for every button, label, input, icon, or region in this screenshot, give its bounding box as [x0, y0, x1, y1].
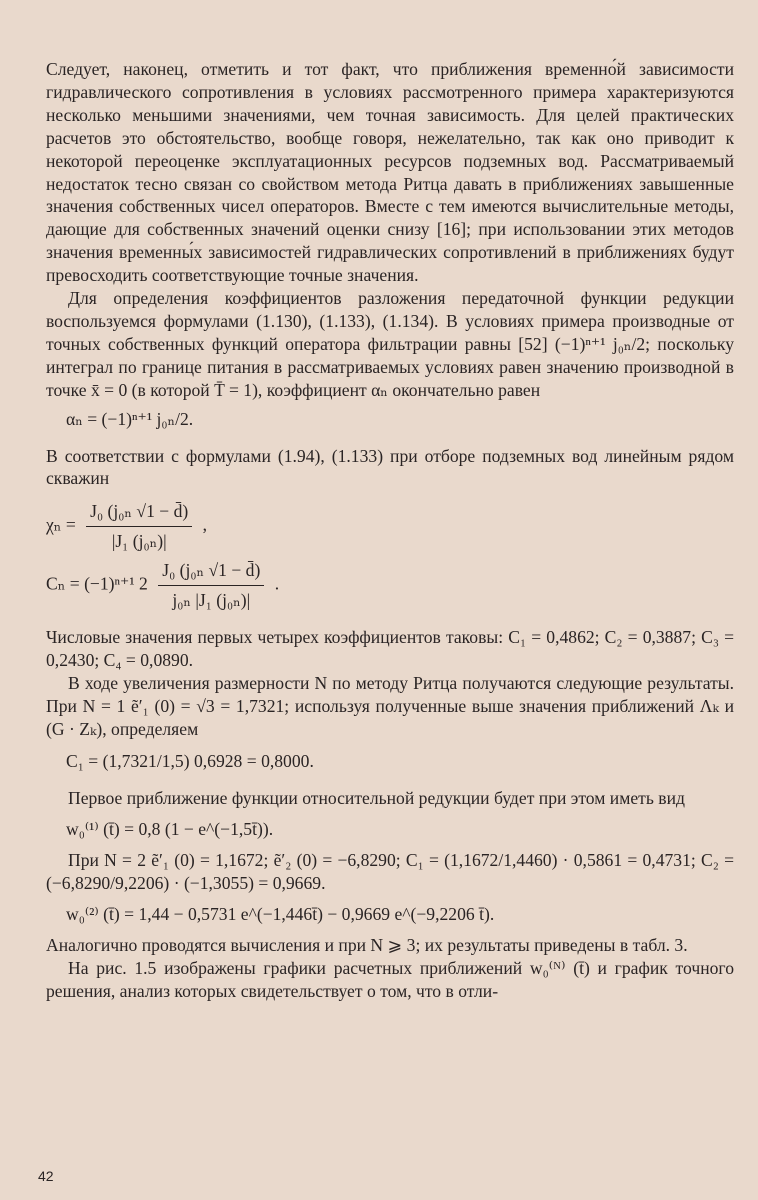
- paragraph-8: Аналогично проводятся вычисления и при N ⩾ 3; их результаты приведены в табл. 3.: [46, 934, 688, 955]
- formula-c-tail: .: [274, 573, 280, 594]
- formula-alpha: αₙ = (−1)ⁿ⁺¹ j₀ₙ/2.: [66, 408, 194, 429]
- paragraph-2: Для определения коэффициентов разложения передаточной функции редукции воспользуемся формулами (1.130), (1.133), (1.134). В условиях примера производные от точных собственных функций оператора фильтрации равны [52] (−1)ⁿ⁺¹ j₀ₙ/2; поскольку интеграл по границе питания в рассматриваемых условиях равен значению производной в точке x̄ = 0 (в которой T̄ = 1), коэффициент αₙ окончательно равен: [46, 288, 734, 400]
- formula-c1: C₁ = (1,7321/1,5) 0,6928 = 0,8000.: [66, 751, 314, 772]
- formula-w2: w₀⁽²⁾ (t̄) = 1,44 − 0,5731 e^(−1,446t̄) − 0,9669 e^(−9,2206 t̄).: [66, 904, 495, 924]
- paragraph-6: Первое приближение функции относительной редукции будет при этом иметь вид: [68, 788, 685, 809]
- page-number: 42: [38, 1168, 54, 1184]
- paragraph-3: В соответствии с формулами (1.94), (1.133) при отборе подземных вод линейным рядом скважин: [46, 445, 734, 489]
- formula-chi-denominator: |J₁ (j₀ₙ)|: [111, 531, 167, 552]
- paragraph-5: В ходе увеличения размерности N по методу Ритца получаются следующие результаты. При N = 1 ẽ′₁ (0) = √3 = 1,7321; используя полученные выше значения приближений Λₖ и (G · Zₖ), определяем: [46, 672, 734, 739]
- formula-c: [46, 559, 734, 612]
- formula-c-denominator: j₀ₙ |J₁ (j₀ₙ)|: [172, 590, 251, 611]
- formula-chi: [46, 500, 734, 553]
- paragraph-4: Числовые значения первых четырех коэффициентов таковы: C₁ = 0,4862; C₂ = 0,3887; C₃ = 0,2430; C₄ = 0,0890.: [46, 626, 734, 670]
- paragraph-1: Следует, наконец, отметить и тот факт, что приближения временно́й зависимости гидравлического сопротивления в условиях рассмотренного примера характеризуются несколько меньшими значениями, чем точная зависимость. Для целей практических расчетов это обстоятельство, вообще говоря, нежелательно, так как оно приводит к некоторой переоценке эксплуатационных ресурсов подземных вод. Рассматриваемый недостаток тесно связан со свойством метода Ритца давать в приближениях завышенные значения собственных чисел операторов. Вместе с тем имеются вычислительные методы, дающие для собственных значений оценки снизу [16]; при использовании этих методов значения временны́х зависимостей гидравлических сопротивлений в приближениях будут превосходить соответствующие точные значения.: [46, 59, 734, 286]
- page-body: [46, 58, 734, 1188]
- formula-c-fraction: [158, 559, 264, 612]
- formula-w1: w₀⁽¹⁾ (t̄) = 0,8 (1 − e^(−1,5t̄)).: [66, 819, 274, 840]
- formula-chi-tail: ,: [202, 514, 208, 535]
- formula-chi-lhs: χₙ =: [46, 514, 76, 535]
- paragraph-7: При N = 2 ẽ′₁ (0) = 1,1672; ẽ′₂ (0) = −6,8290; C₁ = (1,1672/1,4460) · 0,5861 = 0,4731; C₂ = (−6,8290/9,2206) · (−1,3055) = 0,9669.: [46, 850, 734, 894]
- paragraph-9: На рис. 1.5 изображены графики расчетных приближений w₀⁽ᴺ⁾ (t̄) и график точного решения, анализ которых свидетельствует о том, что в отли-: [46, 957, 734, 1001]
- formula-chi-numerator: J₀ (j₀ₙ √1 − d̄): [86, 500, 192, 527]
- formula-chi-fraction: [86, 500, 192, 553]
- formula-c-lhs: Cₙ = (−1)ⁿ⁺¹ 2: [46, 573, 148, 594]
- formula-c-numerator: J₀ (j₀ₙ √1 − d̄): [158, 559, 264, 586]
